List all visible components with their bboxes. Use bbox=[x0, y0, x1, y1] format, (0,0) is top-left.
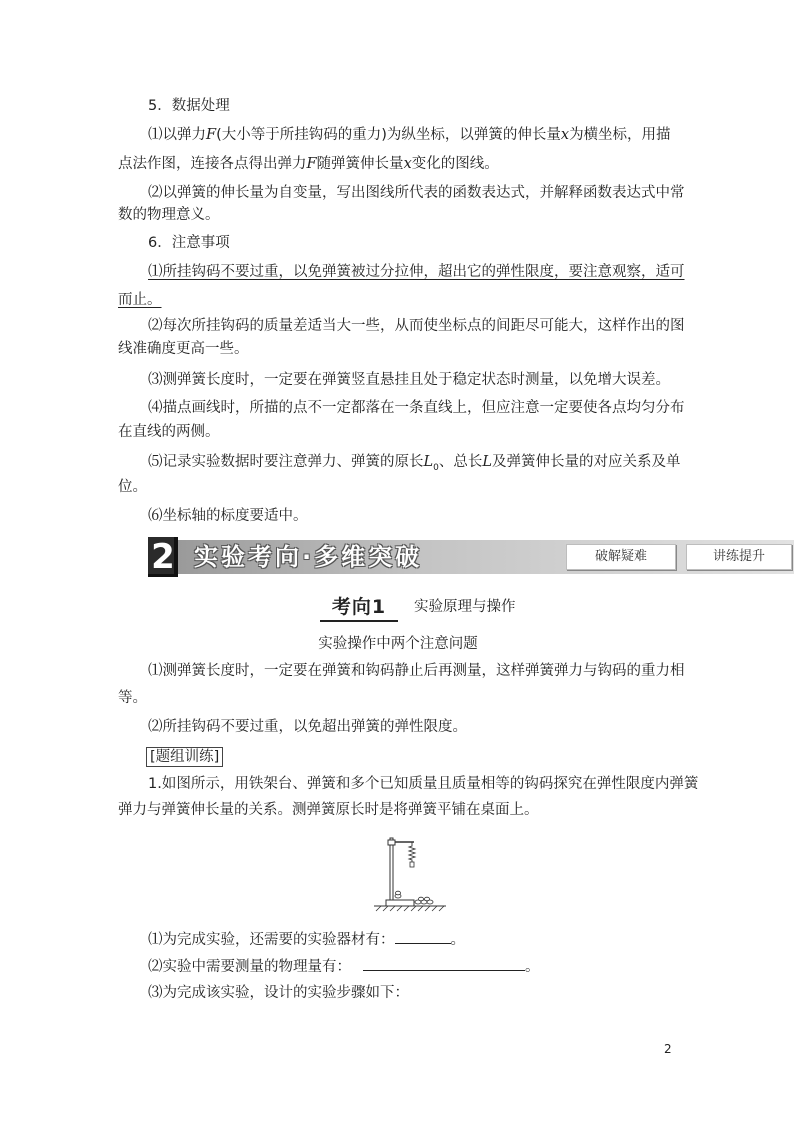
section-6-item-1-line-1: ⑴所挂钩码不要过重，以免弹簧被过分拉伸，超出它的弹性限度，要注意观察，适可 bbox=[148, 264, 685, 280]
section-6-item-2-line-2: 线准确度更高一些。 bbox=[118, 341, 249, 357]
exercise-tag: [题组训练] bbox=[146, 747, 223, 767]
section-6-item-2-line-1: ⑵每次所挂钩码的质量差适当大一些，从而使坐标点的间距尽可能大，这样作出的图 bbox=[148, 318, 685, 334]
question-1-sub-2: ⑵实验中需要测量的物理量有： 。 bbox=[148, 956, 708, 977]
section-subtitle: 实验操作中两个注意问题 bbox=[318, 636, 478, 652]
question-1-sub-1: ⑴为完成实验，还需要的实验器材有： 。 bbox=[148, 929, 708, 950]
topic-item-2: ⑵所挂钩码不要过重，以免超出弹簧的弹性限度。 bbox=[148, 719, 467, 735]
section-6-heading: 6．注意事项 bbox=[148, 235, 230, 251]
banner-number: 2 bbox=[148, 537, 178, 577]
section-6-item-6: ⑹坐标轴的标度要适中。 bbox=[148, 508, 308, 524]
section-5-item-1-line-1: ⑴以弹力F(大小等于所挂钩码的重力)为纵坐标，以弹簧的伸长量x为横坐标，用描 bbox=[148, 127, 671, 143]
topic-label: 考向1 bbox=[320, 594, 398, 622]
section-6-item-5-line-1: ⑸记录实验数据时要注意弹力、弹簧的原长$L_0$、总长L及弹簧伸长量的对应关系及单 bbox=[148, 454, 681, 473]
section-6-item-1-line-2: 而止。 bbox=[118, 292, 162, 308]
answer-blank-1[interactable] bbox=[395, 929, 451, 944]
section-6-item-4-line-2: 在直线的两侧。 bbox=[118, 424, 220, 440]
section-6-item-4-line-1: ⑷描点画线时，所描的点不一定都落在一条直线上，但应注意一定要使各点均匀分布 bbox=[148, 400, 685, 416]
topic-item-1-line-1: ⑴测弹簧长度时，一定要在弹簧和钩码静止后再测量，这样弹簧弹力与钩码的重力相 bbox=[148, 663, 685, 679]
answer-blank-2[interactable] bbox=[363, 956, 525, 971]
section-5-item-1-line-2: 点法作图，连接各点得出弹力F随弹簧伸长量x变化的图线。 bbox=[118, 156, 499, 172]
section-5-item-2-line-1: ⑵以弹簧的伸长量为自变量，写出图线所代表的函数表达式，并解释函数表达式中常 bbox=[148, 185, 685, 201]
topic-item-1-line-2: 等。 bbox=[118, 690, 147, 706]
section-5-heading: 5．数据处理 bbox=[148, 98, 230, 114]
banner-title: 实验考向·多维突破 bbox=[194, 543, 423, 571]
section-6-item-5-line-2: 位。 bbox=[118, 479, 147, 495]
question-1-line-1: 1.如图所示，用铁架台、弹簧和多个已知质量且质量相等的钩码探究在弹性限度内弹簧 bbox=[148, 776, 699, 792]
iron-stand-spring-figure bbox=[372, 832, 448, 912]
topic-subtitle: 实验原理与操作 bbox=[414, 599, 516, 615]
question-1-line-2: 弹力与弹簧伸长量的关系。测弹簧原长时是将弹簧平铺在桌面上。 bbox=[118, 802, 539, 818]
page-number: 2 bbox=[664, 1042, 672, 1056]
section-banner bbox=[148, 537, 794, 577]
section-5-item-2-line-2: 数的物理意义。 bbox=[118, 207, 220, 223]
question-1-sub-3: ⑶为完成该实验，设计的实验步骤如下： bbox=[148, 985, 409, 1001]
break-difficulties-button[interactable]: 破解疑难 bbox=[566, 544, 676, 570]
practice-improve-button[interactable]: 讲练提升 bbox=[686, 544, 792, 570]
section-6-item-3: ⑶测弹簧长度时，一定要在弹簧竖直悬挂且处于稳定状态时测量，以免增大误差。 bbox=[148, 372, 670, 388]
